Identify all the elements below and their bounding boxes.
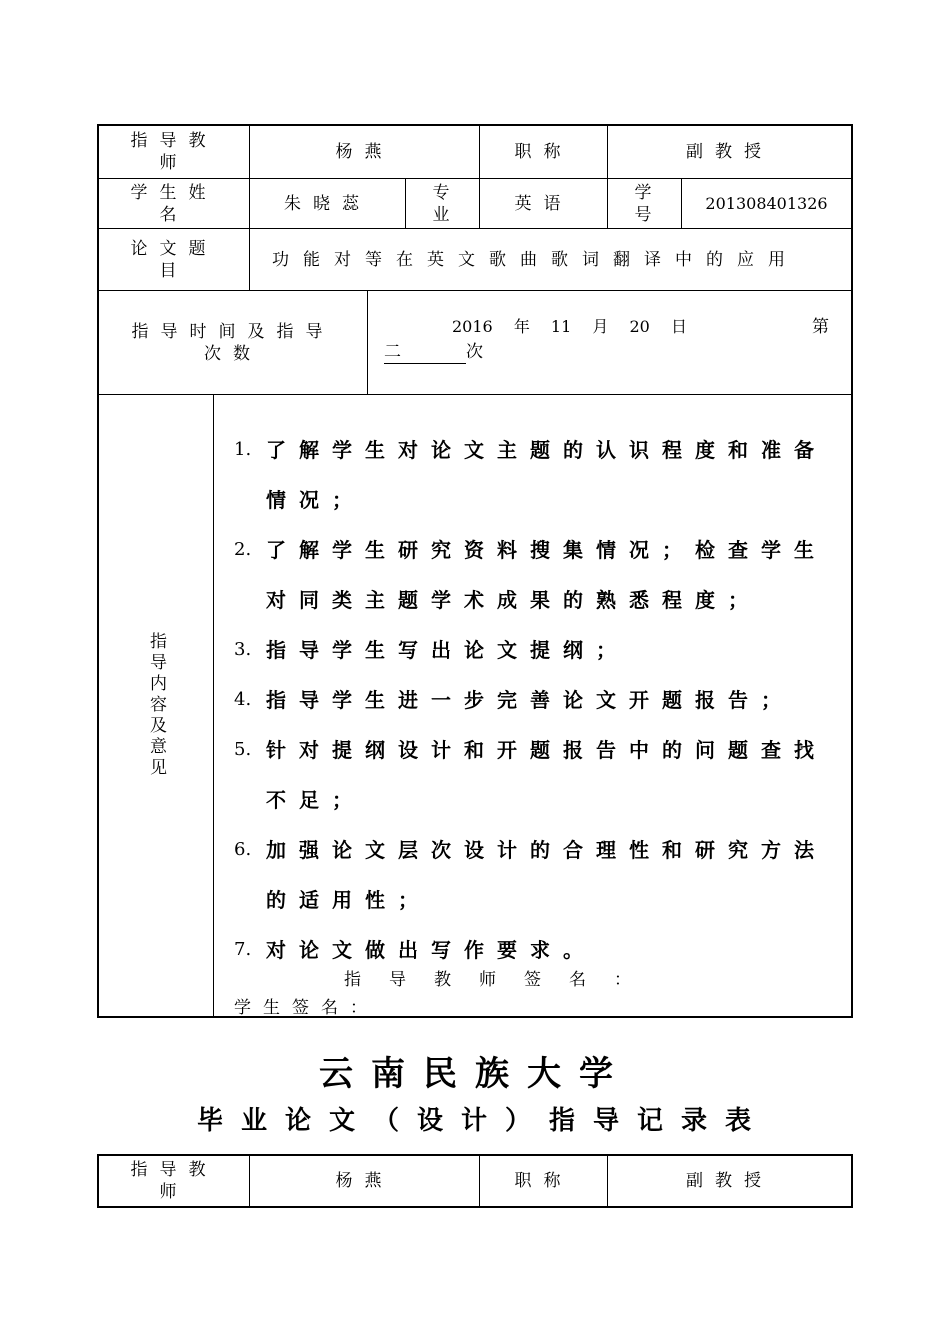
advisor-name: 杨燕 (249, 126, 479, 178)
list-item: 6. 加强论文层次设计的合理性和研究方法的适用性； (234, 838, 827, 912)
advisor-name-2: 杨燕 (249, 1156, 479, 1206)
thesis-row (99, 228, 851, 291)
content-row (99, 394, 851, 1016)
major-label: 专业 (432, 183, 462, 225)
guidance-items (234, 425, 834, 975)
time-label-line1: 指导时间及指导 (131, 322, 335, 342)
title-value: 副教授 (607, 126, 851, 178)
date-cell (367, 291, 851, 395)
student-label: 学生姓名 (130, 183, 218, 225)
student-name: 朱晓蕊 (249, 179, 405, 229)
advisor-signature-label: 指导教师签名： (344, 970, 659, 990)
student-signature (234, 993, 547, 1018)
major-value: 英语 (479, 179, 607, 229)
time-row (99, 290, 851, 395)
form-title: 毕业论文（设计）指导记录表 (197, 1106, 770, 1136)
university-name: 云南民族大学 (319, 1054, 631, 1094)
advisor-label: 指导教师 (130, 131, 218, 173)
advisor-label-2: 指导教师 (130, 1160, 218, 1202)
list-item: 3. 指导学生写出论文提纲； (234, 638, 629, 662)
time-label-line2: 次数 (204, 344, 262, 364)
title-label: 职称 (479, 126, 607, 178)
thesis-label: 论文题目 (130, 239, 218, 281)
thesis-title: 功能对等在英文歌曲歌词翻译中的应用 (249, 229, 851, 291)
student-signature-field[interactable] (379, 999, 547, 1018)
list-item: 4. 指导学生进一步完善论文开题报告； (234, 688, 794, 712)
title-label-2: 职称 (479, 1156, 607, 1206)
guidance-record-table (97, 124, 853, 1018)
student-id-value: 201308401326 (681, 179, 851, 229)
times-prefix: 第 (812, 317, 829, 337)
student-row (99, 178, 851, 229)
list-item: 1. 了解学生对论文主题的认识程度和准备情况； (234, 438, 827, 512)
advisor-row (99, 126, 851, 178)
list-item: 5. 针对提纲设计和开题报告中的问题查找不足； (234, 738, 827, 812)
student-id-label: 学号 (634, 183, 664, 225)
guidance-date: 2016 年 11 月 20 日 (452, 317, 687, 336)
guidance-count: 二 次 (384, 342, 483, 362)
student-signature-label: 学生签名： (234, 998, 379, 1018)
list-item: 2. 了解学生研究资料搜集情况；检查学生对同类主题学术成果的熟悉程度； (234, 538, 827, 612)
list-item: 7. 对论文做出写作要求。 (234, 938, 596, 962)
content-label: 指导内容及意见 (146, 632, 166, 779)
title-value-2: 副教授 (607, 1156, 851, 1206)
guidance-record-table-2 (97, 1154, 853, 1208)
advisor-row-2 (99, 1156, 851, 1206)
